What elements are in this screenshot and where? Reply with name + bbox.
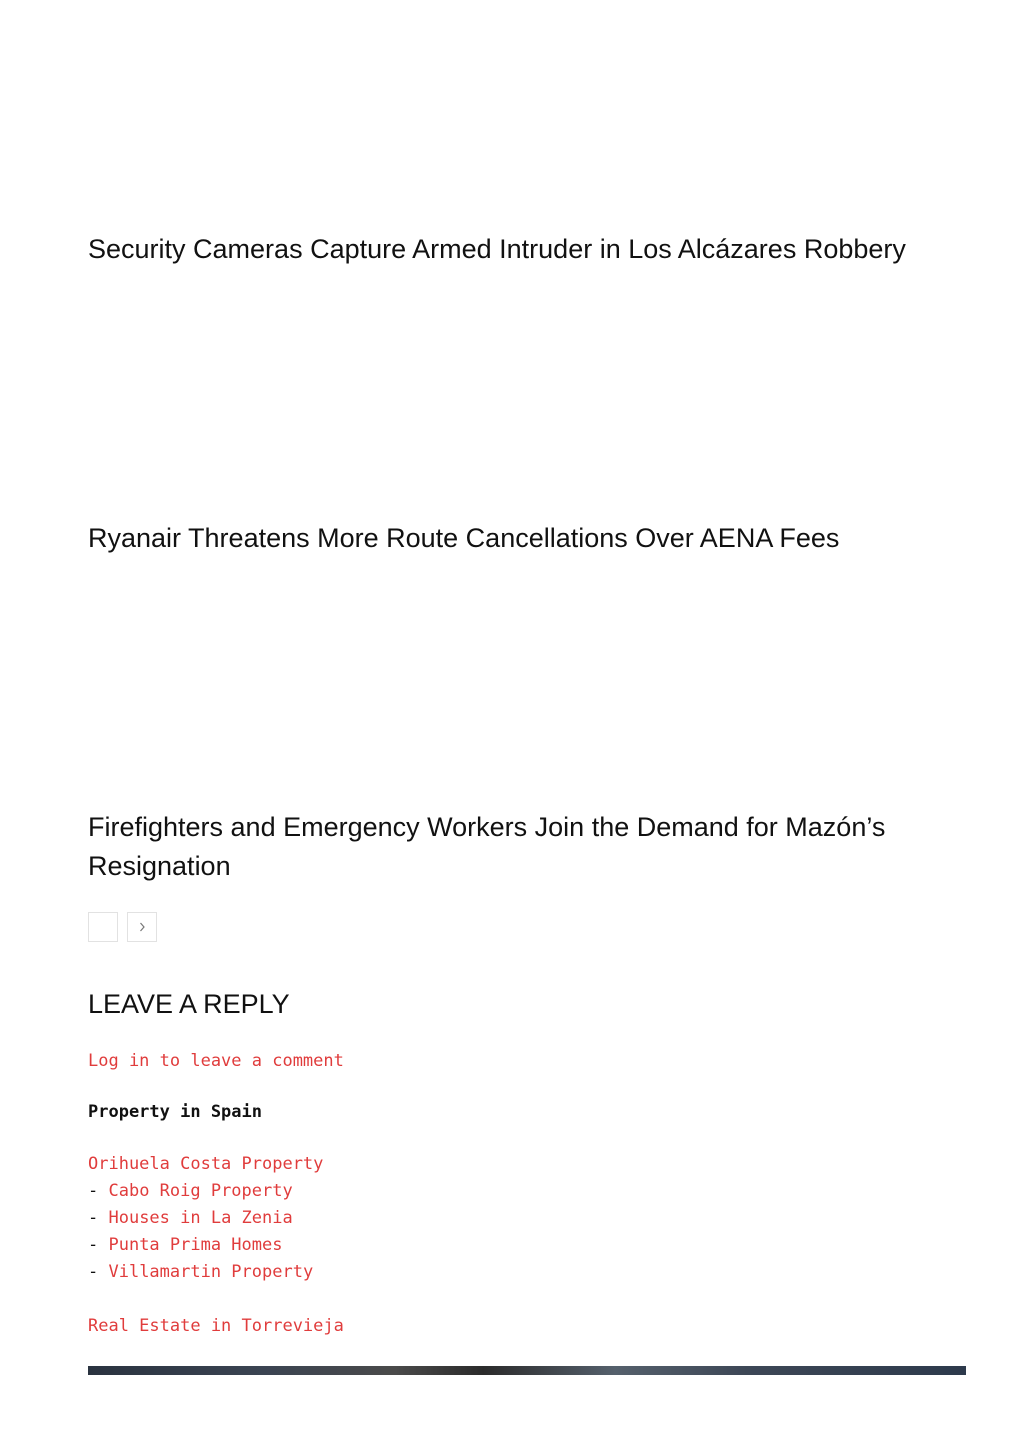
- list-item: [88, 1205, 323, 1232]
- property-section-heading: Property in Spain: [88, 1102, 262, 1122]
- chevron-left-icon: [99, 922, 107, 932]
- villamartin-property-link[interactable]: Villamartin Property: [108, 1262, 314, 1282]
- prev-page-button[interactable]: [88, 912, 118, 942]
- leave-reply-heading: LEAVE A REPLY: [88, 989, 290, 1019]
- la-zenia-houses-link[interactable]: Houses in La Zenia: [108, 1208, 293, 1228]
- list-bullet: -: [88, 1235, 109, 1255]
- list-bullet: -: [88, 1181, 109, 1201]
- list-bullet: -: [88, 1208, 109, 1228]
- property-links-list: [88, 1151, 323, 1286]
- chevron-right-icon: [138, 922, 146, 932]
- cabo-roig-property-link[interactable]: Cabo Roig Property: [108, 1181, 293, 1201]
- next-page-button[interactable]: [127, 912, 157, 942]
- list-item: [88, 1259, 323, 1286]
- related-article-title[interactable]: Firefighters and Emergency Workers Join the Demand for Mazón’s Resignation: [88, 812, 886, 881]
- orihuela-costa-property-link[interactable]: Orihuela Costa Property: [88, 1154, 324, 1174]
- list-item: [88, 1232, 323, 1259]
- login-to-comment-link[interactable]: Log in to leave a comment: [88, 1051, 344, 1071]
- related-article-title[interactable]: Security Cameras Capture Armed Intruder in Los Alcázares Robbery: [88, 234, 906, 264]
- related-pagination: [88, 912, 157, 942]
- list-item: [88, 1178, 323, 1205]
- list-bullet: -: [88, 1262, 109, 1282]
- torrevieja-real-estate-link[interactable]: Real Estate in Torrevieja: [88, 1316, 344, 1336]
- punta-prima-homes-link[interactable]: Punta Prima Homes: [108, 1235, 283, 1255]
- banner-image[interactable]: [88, 1366, 966, 1375]
- list-item: [88, 1151, 323, 1178]
- related-article-title[interactable]: Ryanair Threatens More Route Cancellations Over AENA Fees: [88, 523, 840, 553]
